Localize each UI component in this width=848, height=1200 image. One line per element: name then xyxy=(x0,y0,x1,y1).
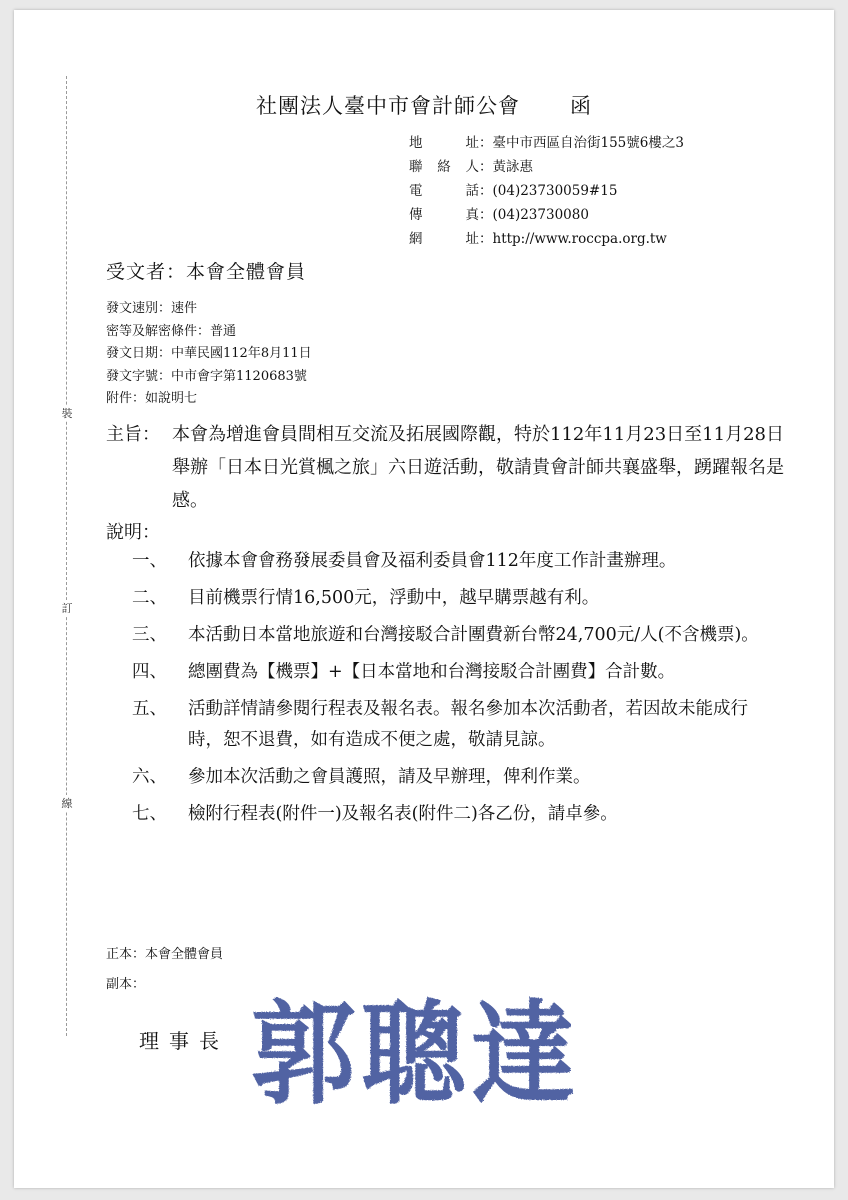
item-text: 目前機票行情16,500元，浮動中，越早購票越有利。 xyxy=(188,588,600,608)
subject-label: 主旨： xyxy=(106,424,160,445)
item-text: 參加本次活動之會員護照，請及早辦理，俾利作業。 xyxy=(188,767,591,787)
list-item xyxy=(132,762,782,793)
contact-phone: 電 話：(04)23730059#15 xyxy=(409,179,684,203)
subject-text: 本會為增進會員間相互交流及拓展國際觀，特於112年11月23日至11月28日舉辦「日本日光賞楓之旅」六日遊活動，敬請貴會計師共襄盛舉，踴躍報名是感。 xyxy=(172,424,784,511)
item-number: 三、 xyxy=(132,625,167,645)
explain-label: 說明： xyxy=(106,522,160,543)
meta-number: 發文字號：中市會字第1120683號 xyxy=(106,368,307,384)
contact-value: 臺中市西區自治街155號6樓之3 xyxy=(492,135,684,151)
contact-value: (04)23730059#15 xyxy=(492,183,618,199)
item-number: 四、 xyxy=(132,662,167,682)
item-number: 五、 xyxy=(132,699,167,719)
org-name: 社團法人臺中市會計師公會 xyxy=(256,94,520,118)
binding-mark-xian: 線 xyxy=(61,797,73,810)
binding-line xyxy=(66,76,67,1036)
meta-attachment: 附件：如說明七 xyxy=(106,391,198,406)
contact-address: 地 址：臺中市西區自治街155號6樓之3 xyxy=(409,131,684,155)
list-item xyxy=(132,620,782,651)
cc-primary: 正本：本會全體會員 xyxy=(106,947,224,962)
contact-label: 聯絡人 xyxy=(409,159,479,175)
recipient: 受文者：本會全體會員 xyxy=(106,261,307,283)
contact-value: 黃詠惠 xyxy=(492,159,533,175)
contact-label: 傳 真 xyxy=(409,207,479,223)
cc-copy: 副本： xyxy=(106,977,146,992)
dispatch-meta xyxy=(106,298,312,411)
meta-speed: 發文速別：速件 xyxy=(106,301,198,316)
binding-mark-ding: 訂 xyxy=(61,602,73,615)
item-text: 檢附行程表(附件一)及報名表(附件二)各乙份，請卓參。 xyxy=(188,804,618,824)
contact-value: (04)23730080 xyxy=(492,207,589,223)
contact-person: 聯絡人：黃詠惠 xyxy=(409,155,684,179)
item-number: 七、 xyxy=(132,804,167,824)
list-item xyxy=(132,799,782,830)
distribution xyxy=(106,940,223,1000)
contact-label: 網 址 xyxy=(409,231,479,247)
contact-value: http://www.roccpa.org.tw xyxy=(492,231,667,247)
meta-security: 密等及解密條件：普通 xyxy=(106,323,237,339)
explain-list xyxy=(132,546,782,836)
contact-fax: 傳 真：(04)23730080 xyxy=(409,203,684,227)
list-item xyxy=(132,583,782,614)
contact-block xyxy=(409,131,684,251)
item-text: 活動詳情請參閱行程表及報名表。報名參加本次活動者，若因故未能成行時，恕不退費，如有造成不便之處，敬請見諒。 xyxy=(188,699,748,750)
contact-label: 地 址 xyxy=(409,135,479,151)
item-number: 二、 xyxy=(132,588,167,608)
signature-text: 郭聰達 xyxy=(251,989,581,1110)
list-item xyxy=(132,694,782,756)
chair-title: 理事長 xyxy=(139,1029,229,1053)
contact-website: 網 址：http://www.roccpa.org.tw xyxy=(409,227,684,251)
document-title xyxy=(14,90,834,120)
list-item xyxy=(132,546,782,577)
subject xyxy=(106,418,786,517)
binding-mark-zhuang: 裝 xyxy=(61,407,73,420)
item-number: 六、 xyxy=(132,767,167,787)
list-item xyxy=(132,657,782,688)
meta-date: 發文日期：中華民國112年8月11日 xyxy=(106,346,312,361)
signature-seal xyxy=(246,985,586,1110)
item-text: 依據本會會務發展委員會及福利委員會112年度工作計畫辦理。 xyxy=(188,551,677,571)
doc-type: 函 xyxy=(570,94,592,118)
contact-label: 電 話 xyxy=(409,183,479,199)
item-text: 總團費為【機票】+【日本當地和台灣接駁合計團費】合計數。 xyxy=(188,662,676,682)
item-text: 本活動日本當地旅遊和台灣接駁合計團費新台幣24,700元/人(不含機票)。 xyxy=(188,625,759,645)
document-page xyxy=(14,10,834,1188)
item-number: 一、 xyxy=(132,551,167,571)
